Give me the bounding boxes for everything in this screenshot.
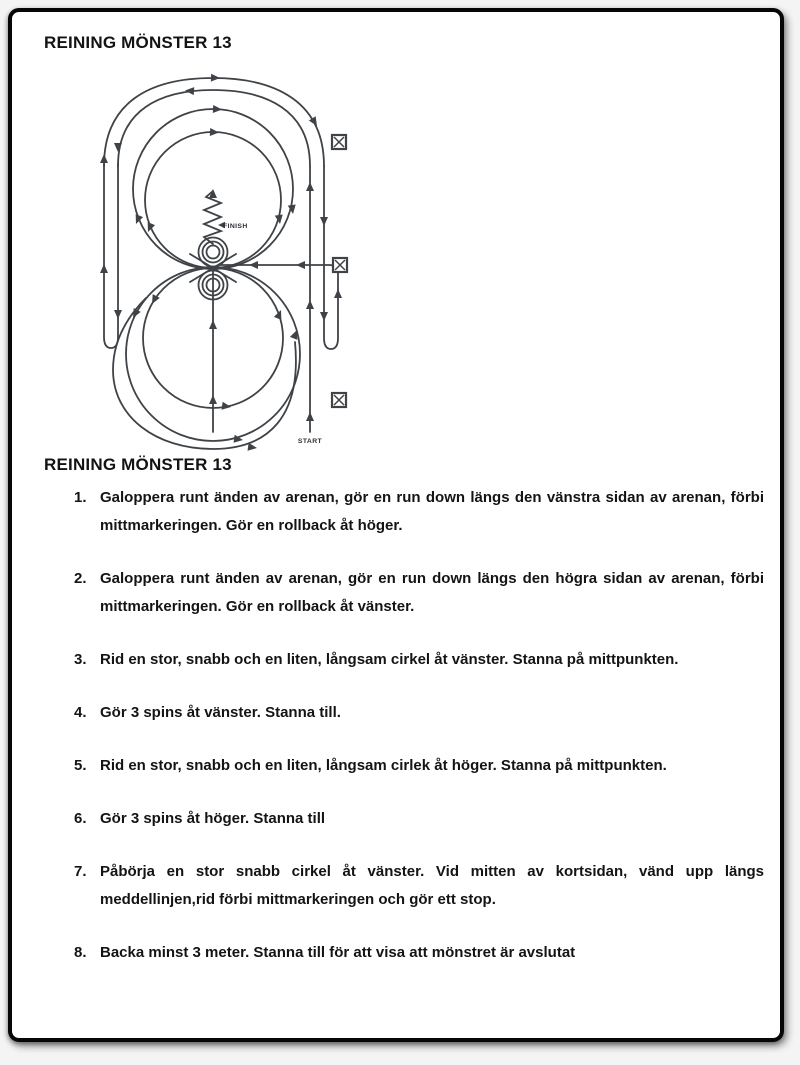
item-number: 3. bbox=[74, 651, 87, 668]
item-text: Backa minst 3 meter. Stanna till för att visa att mönstret är avslutat bbox=[100, 944, 576, 961]
left-rundown-rollback bbox=[104, 164, 118, 348]
arena-markers bbox=[332, 135, 347, 407]
crossed-box-marker bbox=[333, 258, 347, 272]
reining-pattern-13-diagram bbox=[85, 68, 363, 454]
top-end-run-outer bbox=[104, 78, 324, 166]
upper-spin-circles bbox=[199, 238, 228, 267]
document-page bbox=[8, 8, 784, 1042]
finish-label: FINISH bbox=[223, 223, 248, 230]
crossed-box-marker bbox=[332, 393, 346, 407]
instruction-item-6 bbox=[74, 805, 764, 833]
item-number: 4. bbox=[74, 704, 87, 721]
item-number: 5. bbox=[74, 757, 87, 774]
item-text: Rid en stor, snabb och en liten, långsam cirlek åt höger. Stanna på mittpunkten. bbox=[100, 757, 667, 774]
item-text: Galoppera runt änden av arenan, gör en run down längs den vänstra sidan av arenan, förbi mittmarkeringen. Gör en rollback åt höger. bbox=[100, 489, 764, 534]
item-number: 7. bbox=[74, 863, 87, 880]
item-text: Gör 3 spins åt höger. Stanna till bbox=[100, 810, 326, 827]
item-text: Påbörja en stor snabb cirkel åt vänster. Vid mitten av kortsidan, vänd upp längs meddellinjen,rid förbi mittmarkeringen och gör ett stop. bbox=[100, 863, 764, 908]
item-number: 8. bbox=[74, 944, 87, 961]
instruction-item-1 bbox=[74, 484, 764, 540]
section-title: REINING MÖNSTER 13 bbox=[44, 455, 232, 474]
instruction-list bbox=[74, 484, 764, 992]
instruction-item-5 bbox=[74, 752, 764, 780]
bottom-end-run-outer bbox=[113, 298, 296, 449]
start-label: START bbox=[297, 438, 323, 445]
instruction-item-4 bbox=[74, 699, 764, 727]
backup-zigzag bbox=[204, 191, 221, 244]
top-end-run-inner bbox=[118, 90, 310, 166]
item-text: Galoppera runt änden av arenan, gör en run down längs den högra sidan av arenan, förbi mittmarkeringen. Gör en rollback åt vänster. bbox=[100, 570, 764, 615]
instruction-item-3 bbox=[74, 646, 764, 674]
instruction-item-7 bbox=[74, 858, 764, 914]
item-number: 2. bbox=[74, 570, 87, 587]
item-text: Rid en stor, snabb och en liten, långsam cirkel åt vänster. Stanna på mittpunkten. bbox=[100, 651, 679, 668]
right-rundown-rollback bbox=[219, 166, 338, 349]
crossed-box-marker bbox=[332, 135, 346, 149]
instruction-item-2 bbox=[74, 565, 764, 621]
item-number: 6. bbox=[74, 810, 87, 827]
instruction-item-8 bbox=[74, 939, 764, 967]
item-number: 1. bbox=[74, 489, 87, 506]
item-text: Gör 3 spins åt vänster. Stanna till. bbox=[100, 704, 341, 721]
page-title: REINING MÖNSTER 13 bbox=[44, 33, 232, 52]
